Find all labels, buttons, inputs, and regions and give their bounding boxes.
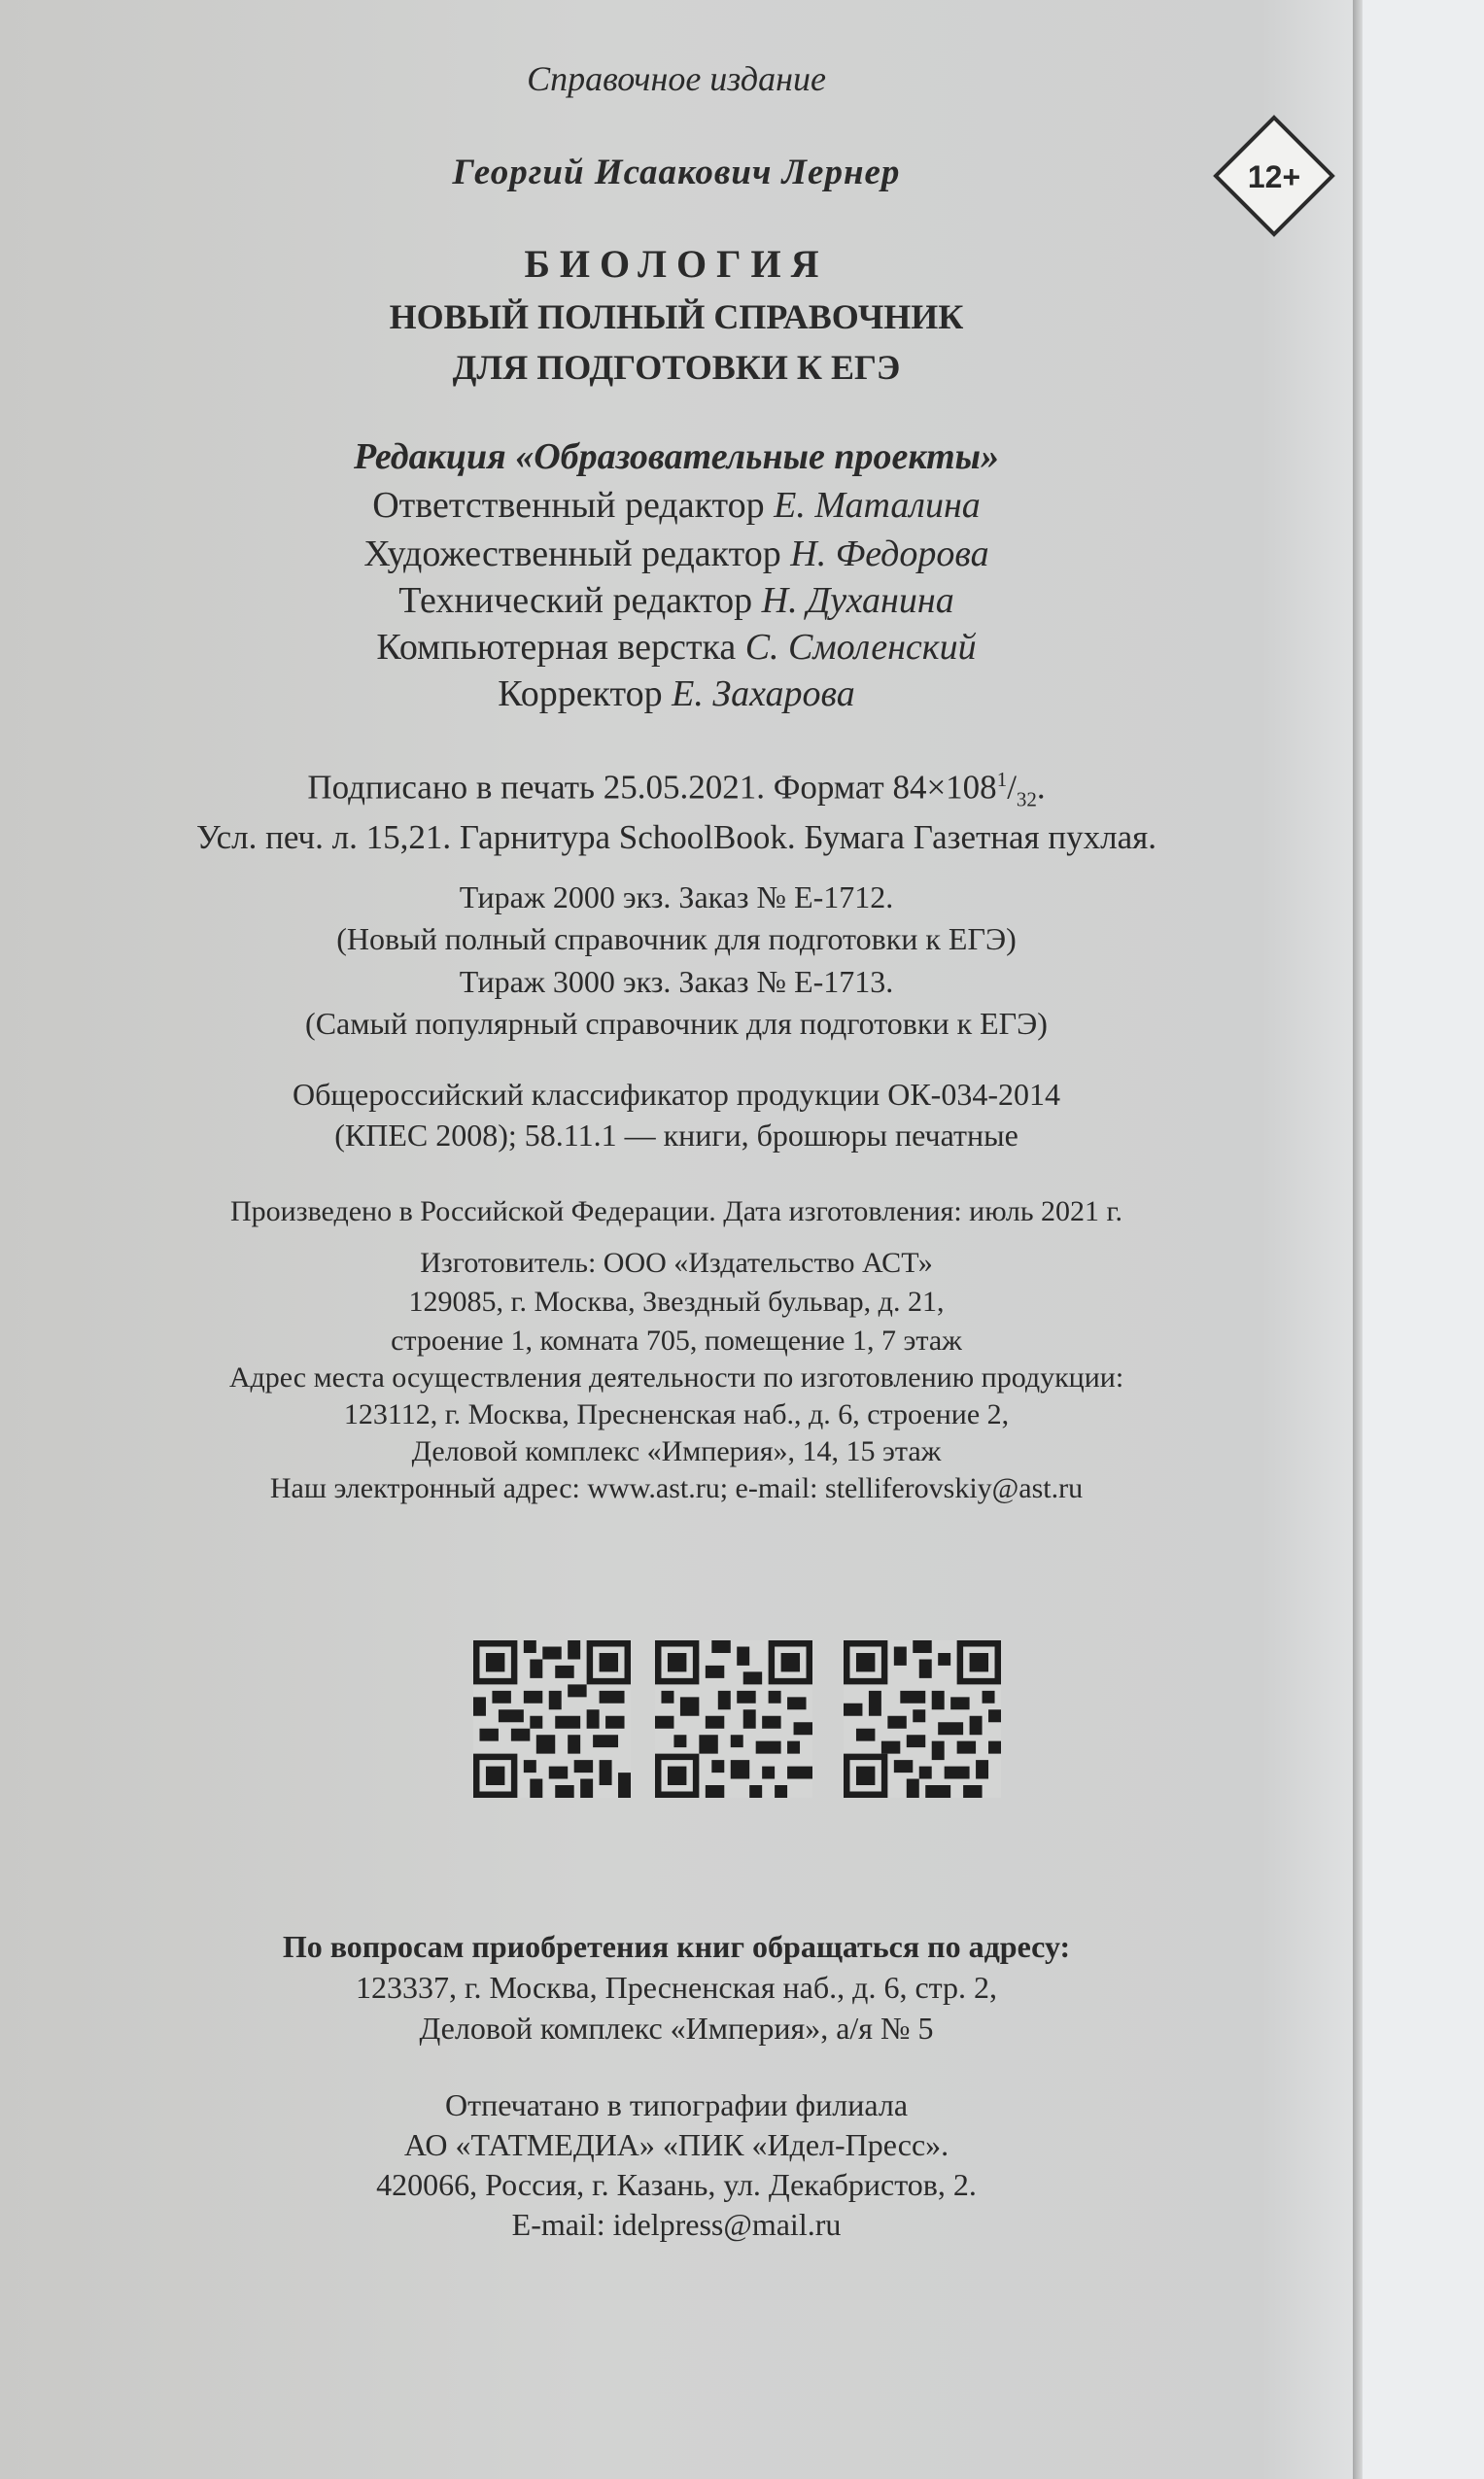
staff-row	[0, 484, 1353, 527]
print-signed	[0, 768, 1353, 812]
staff-role: Технический редактор	[398, 580, 753, 621]
manufacturer-address-1: 129085, г. Москва, Звездный бульвар, д. 21,	[408, 1286, 945, 1318]
web-contacts: Наш электронный адрес: www.ast.ru; e-mail: stelliferovskiy@ast.ru	[269, 1472, 1084, 1504]
qr-code	[655, 1640, 812, 1798]
staff-name: Н. Федорова	[790, 534, 989, 574]
produced-in: Произведено в Российской Федерации. Дата изготовления: июль 2021 г.	[230, 1195, 1122, 1227]
classifier-line-2: (КПЕС 2008); 58.11.1 — книги, брошюры печатные	[334, 1118, 1018, 1153]
classifier-line-1: Общероссийский классификатор продукции ОК-034-2014	[293, 1077, 1060, 1112]
staff-role: Корректор	[498, 673, 663, 714]
print-run-1-note: (Новый полный справочник для подготовки к ЕГЭ)	[336, 921, 1017, 956]
edition-type: Справочное издание	[527, 59, 826, 98]
manufacturer-name: Изготовитель: ООО «Издательство АСТ»	[420, 1247, 933, 1279]
format-superscript: 1	[996, 768, 1008, 791]
staff-name: С. Смоленский	[744, 627, 977, 668]
book-subtitle-line-2: ДЛЯ ПОДГОТОВКИ К ЕГЭ	[452, 348, 901, 387]
age-rating-text: 12+	[1247, 159, 1301, 194]
staff-row	[0, 672, 1353, 715]
staff-name: Е. Захарова	[672, 673, 855, 714]
page-edge	[1353, 0, 1363, 2479]
printer-line-1: Отпечатано в типографии филиала	[444, 2087, 909, 2122]
staff-role: Ответственный редактор	[372, 485, 765, 526]
adjacent-page	[1363, 0, 1484, 2479]
staff-name: Н. Духанина	[761, 580, 954, 621]
print-run-2: Тираж 3000 экз. Заказ № Е-1713.	[459, 964, 894, 999]
printer-email: E-mail: idelpress@mail.ru	[511, 2207, 842, 2242]
author-name: Георгий Исаакович Лернер	[452, 153, 901, 192]
activity-address-1: 123112, г. Москва, Пресненская наб., д. 6, строение 2,	[343, 1398, 1010, 1430]
staff-row	[0, 533, 1353, 575]
age-rating-badge	[1213, 115, 1335, 237]
purchase-address-2: Деловой комплекс «Империя», а/я № 5	[419, 2011, 934, 2046]
staff-role: Компьютерная верстка	[376, 627, 737, 668]
editorial-office: Редакция «Образовательные проекты»	[353, 436, 1000, 477]
printer-line-2: АО «ТАТМЕДИА» «ПИК «Идел-Пресс».	[403, 2127, 949, 2162]
activity-address-2: Деловой комплекс «Империя», 14, 15 этаж	[411, 1435, 942, 1467]
staff-row	[0, 626, 1353, 669]
format-subscript: 32	[1016, 787, 1037, 811]
staff-role: Художественный редактор	[363, 534, 781, 574]
staff-row	[0, 579, 1353, 622]
print-run-1: Тираж 2000 экз. Заказ № Е-1712.	[459, 879, 894, 914]
printer-address: 420066, Россия, г. Казань, ул. Декабристов, 2.	[376, 2167, 977, 2202]
print-signed-text: Подписано в печать 25.05.2021. Формат 84×108	[307, 768, 997, 807]
book-subtitle-line-1: НОВЫЙ ПОЛНЫЙ СПРАВОЧНИК	[389, 297, 964, 336]
qr-code	[844, 1640, 1001, 1798]
book-title: БИОЛОГИЯ	[524, 242, 829, 286]
print-run-2-note: (Самый популярный справочник для подготовки к ЕГЭ)	[305, 1006, 1048, 1041]
qr-code	[473, 1640, 631, 1798]
format-slash: /	[1007, 768, 1017, 807]
print-details: Усл. печ. л. 15,21. Гарнитура SchoolBook. Бумага Газетная пухлая.	[196, 818, 1156, 856]
manufacturer-address-2: строение 1, комната 705, помещение 1, 7 этаж	[391, 1325, 962, 1357]
format-end: .	[1036, 768, 1046, 807]
purchase-address-1: 123337, г. Москва, Пресненская наб., д. 6, стр. 2,	[355, 1970, 998, 2005]
staff-name: Е. Маталина	[774, 485, 981, 526]
activity-address-label: Адрес места осуществления деятельности по изготовлению продукции:	[228, 1361, 1124, 1394]
purchase-heading: По вопросам приобретения книг обращаться по адресу:	[282, 1929, 1071, 1964]
